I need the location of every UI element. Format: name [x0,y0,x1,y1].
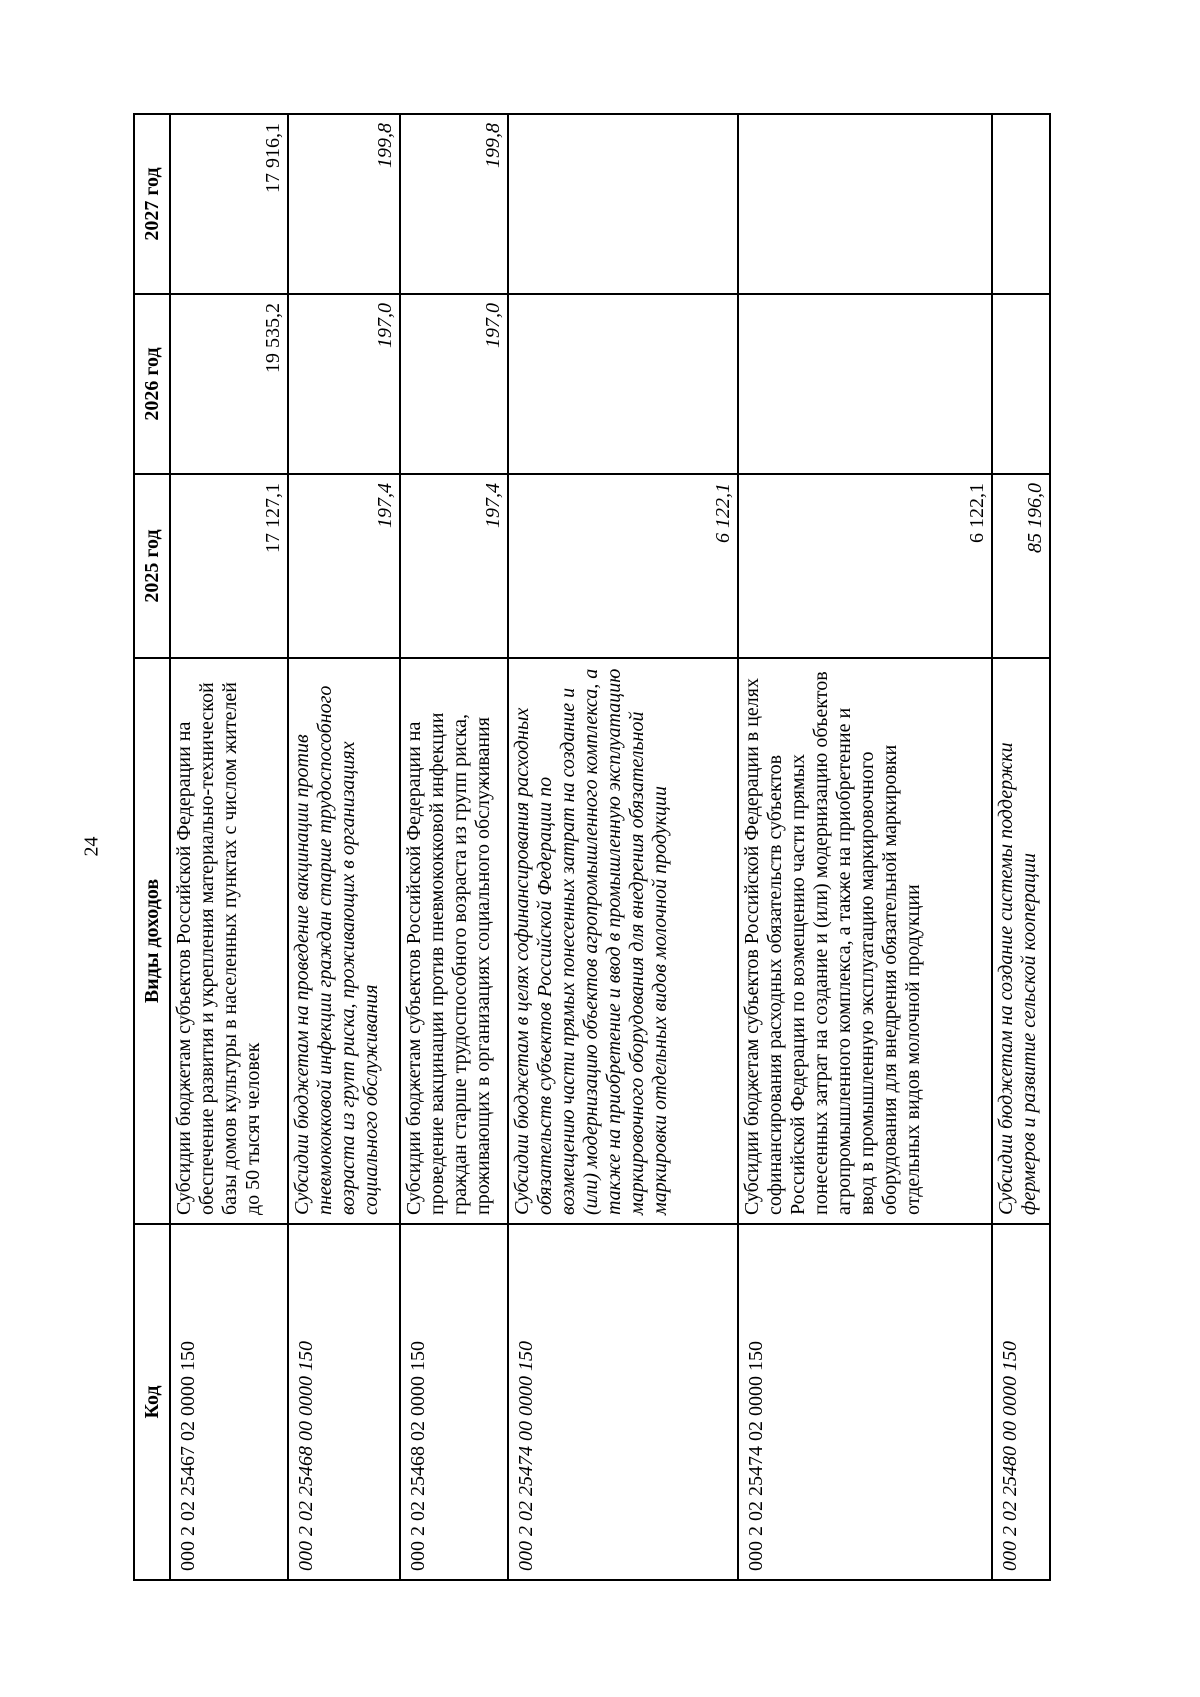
row-value-2026 [508,294,738,474]
header-2025: 2025 год [134,474,170,658]
row-value-2026: 197,0 [400,294,508,474]
row-value-2027: 199,8 [400,114,508,294]
rotated-table-container [133,115,1046,1581]
table-row [738,114,992,1580]
row-name: Субсидии бюджетам субъектов Российской Федерации в целях софинансирования расходных обязательств субъектов Российской Федерации по возмещению части прямых понесенных затрат на создание и (или) модернизацию объектов агропромышленного комплекса, а также на приобретение и ввод в промышленную эксплуатацию маркировочного оборудования для внедрения обязательной маркировки отдельных видов молочной продукции [738,658,992,1224]
header-2026: 2026 год [134,294,170,474]
row-name: Субсидии бюджетам на проведение вакцинации против пневмококковой инфекции граждан старше трудоспособного возраста из групп риска, проживающих в организациях социального обслуживания [288,658,400,1224]
row-value-2027: 199,8 [288,114,400,294]
row-code: 000 2 02 25474 00 0000 150 [508,1224,738,1580]
table-row [170,114,288,1580]
header-revenue-type: Виды доходов [134,658,170,1224]
row-code: 000 2 02 25468 00 0000 150 [288,1224,400,1580]
row-value-2026: 19 535,2 [170,294,288,474]
header-code: Код [134,1224,170,1580]
row-value-2025: 6 122,1 [738,474,992,658]
table-row [992,114,1050,1580]
row-code: 000 2 02 25468 02 0000 150 [400,1224,508,1580]
row-value-2026: 197,0 [288,294,400,474]
row-name: Субсидии бюджетам на создание системы поддержки фермеров и развитие сельской кооперации [992,658,1050,1224]
row-value-2027 [992,114,1050,294]
table-row [400,114,508,1580]
table-header-row [134,114,170,1580]
row-name: Субсидии бюджетам в целях софинансирования расходных обязательств субъектов Российской Федерации по возмещению части прямых понесенных затрат на создание и (или) модернизацию объектов агропромышленного комплекса, а также на приобретение и ввод в промышленную эксплуатацию маркировочного оборудования для внедрения обязательной маркировки отдельных видов молочной продукции [508,658,738,1224]
row-name: Субсидии бюджетам субъектов Российской Федерации на обеспечение развития и укрепления материально-технической базы домов культуры в населенных пунктах с числом жителей до 50 тысяч человек [170,658,288,1224]
table-row [288,114,400,1580]
row-name: Субсидии бюджетам субъектов Российской Федерации на проведение вакцинации против пневмококковой инфекции граждан старше трудоспособного возраста из групп риска, проживающих в организациях социального обслуживания [400,658,508,1224]
row-value-2026 [992,294,1050,474]
revenue-table [133,113,1051,1581]
row-code: 000 2 02 25480 00 0000 150 [992,1224,1050,1580]
row-value-2025: 197,4 [400,474,508,658]
page-number: 24 [80,836,103,857]
row-code: 000 2 02 25467 02 0000 150 [170,1224,288,1580]
row-value-2025: 6 122,1 [508,474,738,658]
row-value-2025: 17 127,1 [170,474,288,658]
row-value-2026 [738,294,992,474]
row-code: 000 2 02 25474 02 0000 150 [738,1224,992,1580]
table-row [508,114,738,1580]
row-value-2027 [738,114,992,294]
header-2027: 2027 год [134,114,170,294]
row-value-2027 [508,114,738,294]
row-value-2025: 85 196,0 [992,474,1050,658]
row-value-2027: 17 916,1 [170,114,288,294]
row-value-2025: 197,4 [288,474,400,658]
